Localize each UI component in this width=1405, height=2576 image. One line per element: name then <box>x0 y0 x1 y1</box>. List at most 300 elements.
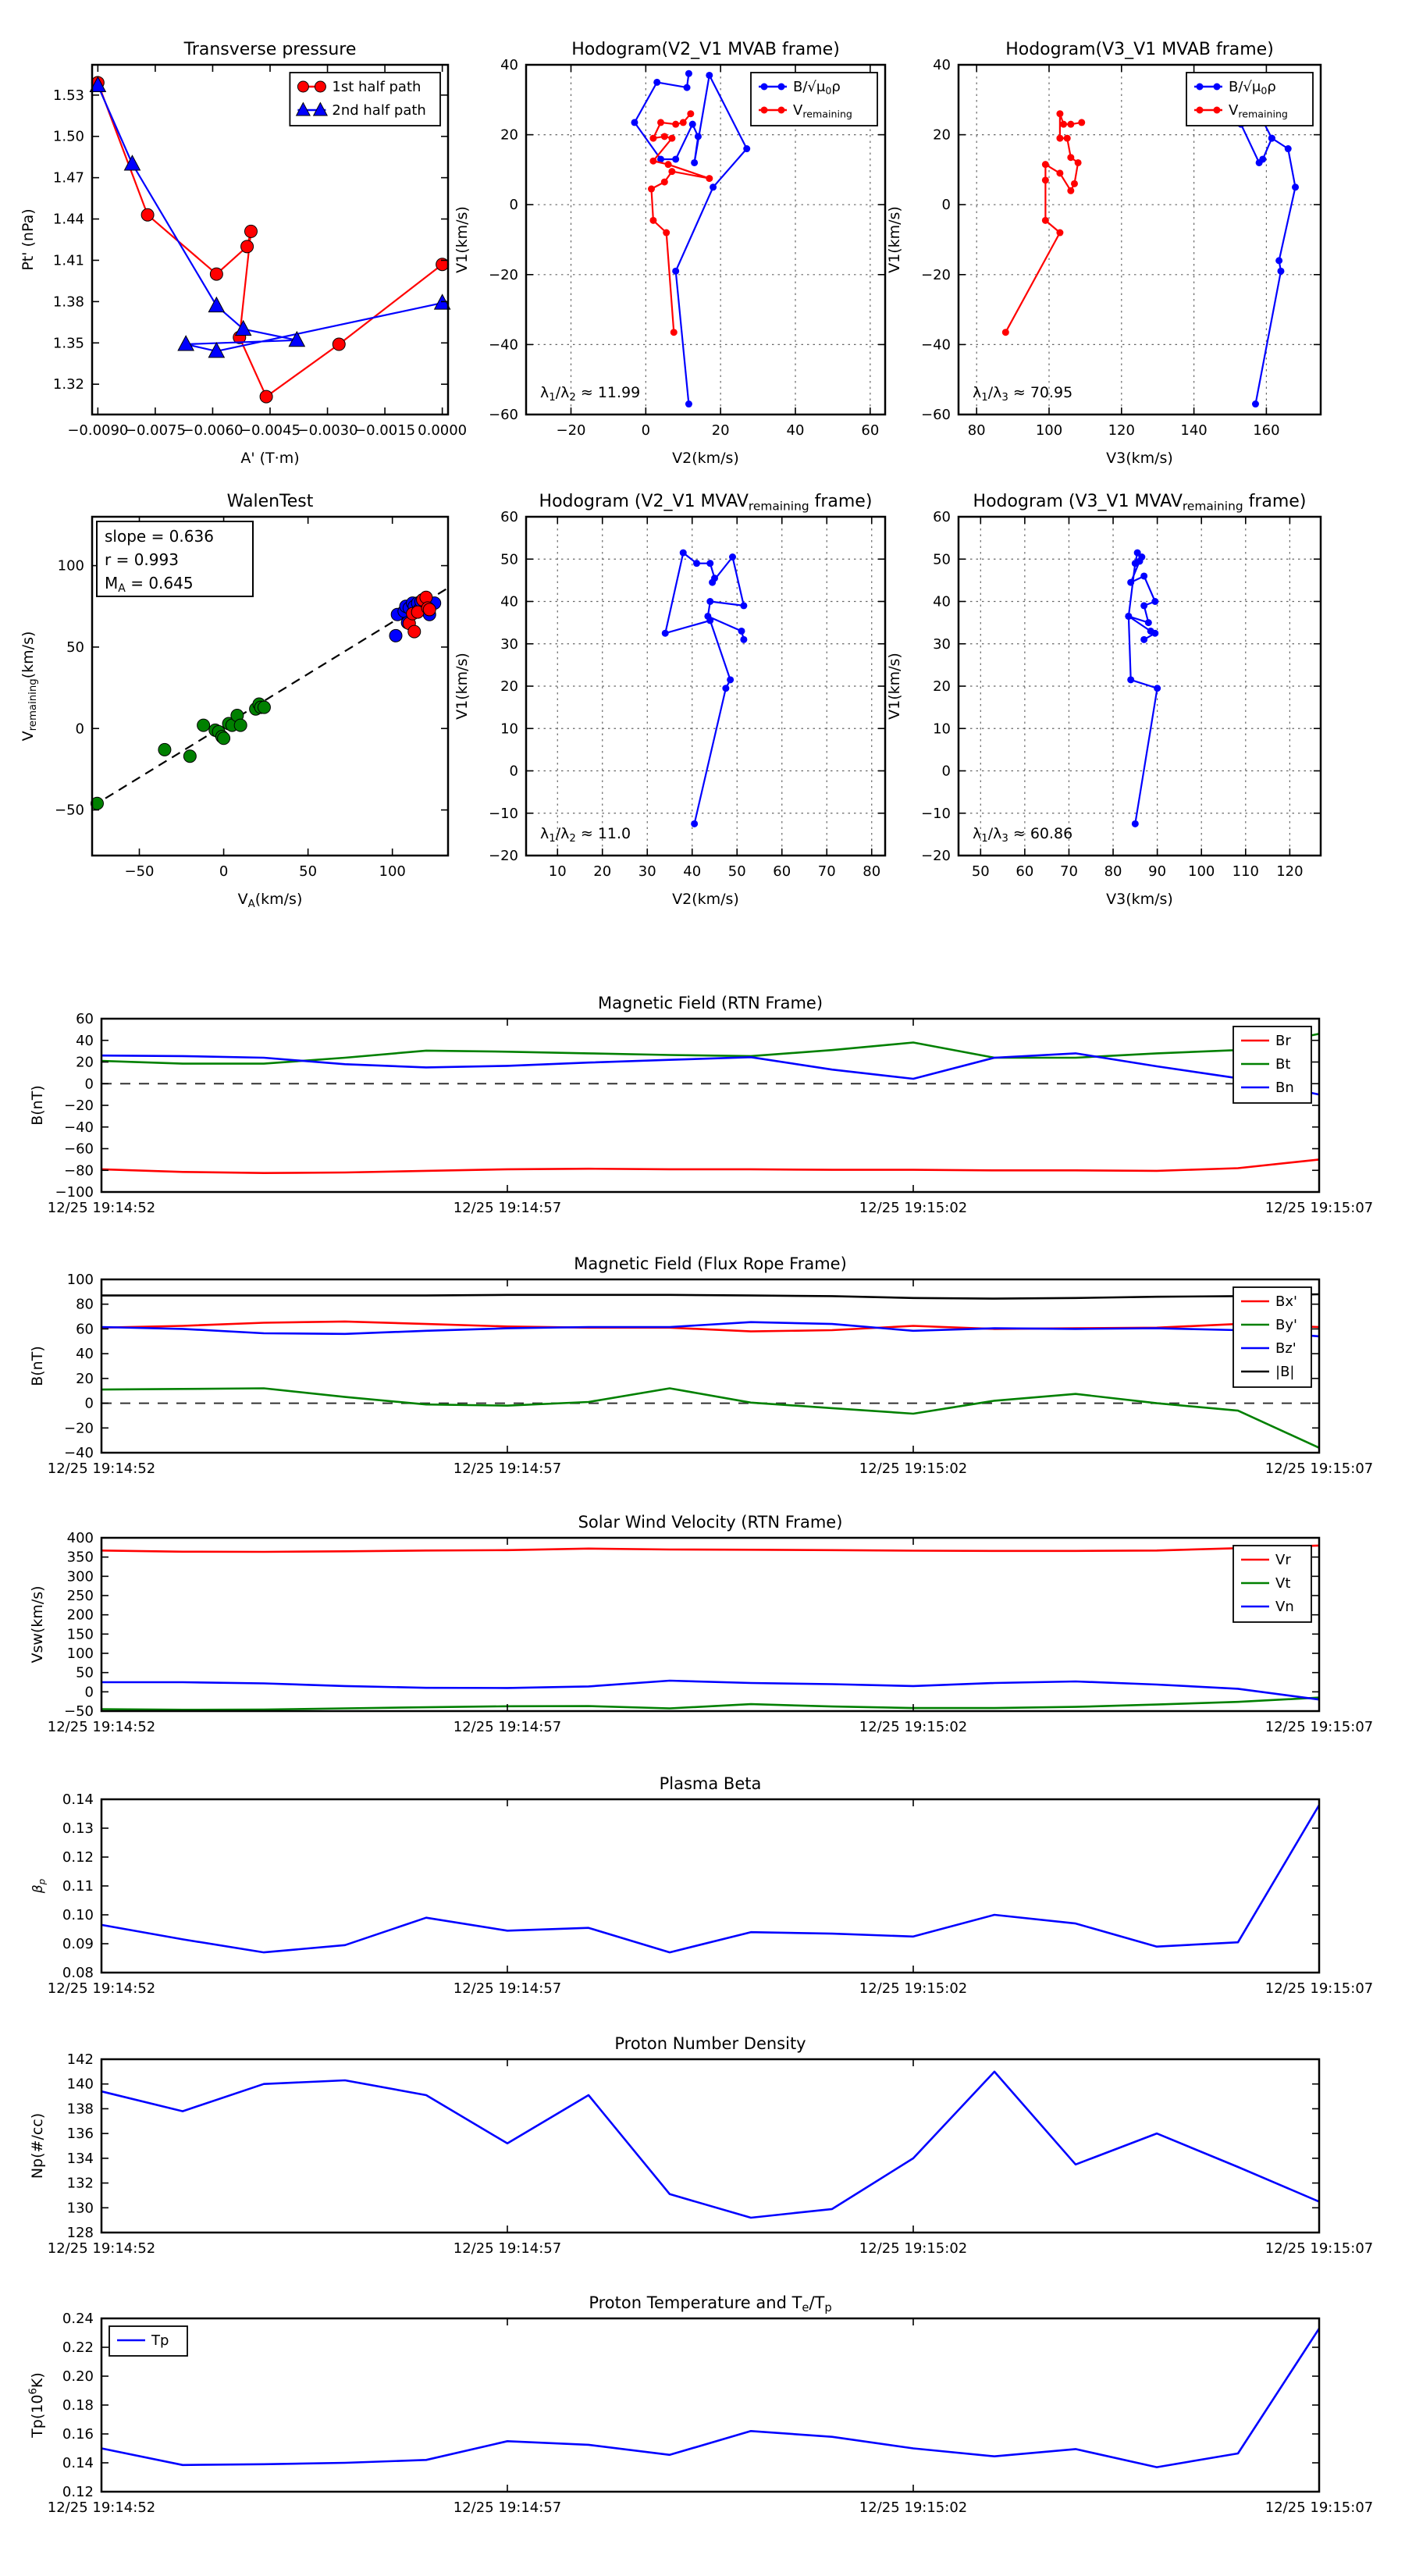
y-tick-label: 30 <box>933 635 951 653</box>
y-tick-label: 50 <box>76 1664 94 1681</box>
data-point-dot <box>727 676 734 683</box>
x-tick-label: −50 <box>124 863 155 880</box>
y-tick-label: 0.09 <box>62 1936 94 1952</box>
data-point-circle <box>234 719 247 731</box>
data-point-dot <box>1151 598 1158 605</box>
data-point-dot <box>672 268 679 275</box>
x-tick-label: 12/25 19:14:57 <box>453 1719 562 1735</box>
y-tick-label: 40 <box>933 57 951 73</box>
series-line-br <box>101 1159 1319 1172</box>
x-tick-label: 12/25 19:15:02 <box>859 1719 968 1735</box>
data-point-dot <box>778 84 785 91</box>
x-tick-label: 60 <box>1016 863 1034 880</box>
x-axis-label: $V_A(km/s)$ <box>237 891 303 910</box>
data-point-dot <box>1127 676 1134 683</box>
x-tick-label: 12/25 19:15:07 <box>1264 1200 1374 1216</box>
y-tick-label: −20 <box>921 848 951 864</box>
x-tick-label: 12/25 19:14:52 <box>47 1461 156 1477</box>
x-tick-label: 10 <box>548 863 567 880</box>
x-axis-label: V3(km/s) <box>1106 891 1173 908</box>
y-tick-label: 0.24 <box>62 2311 94 2327</box>
data-point-dot <box>1145 619 1152 626</box>
series-line-vr <box>101 1546 1319 1552</box>
data-point-dot <box>1252 400 1259 407</box>
chart-title: Plasma Beta <box>659 1774 762 1793</box>
x-tick-label: −20 <box>556 422 586 439</box>
panel-solar-wind-velocity <box>29 1513 1373 1735</box>
y-tick-label: −60 <box>64 1140 94 1158</box>
data-point-dot <box>1060 121 1067 128</box>
y-tick-label: 100 <box>66 1272 94 1288</box>
y-axis-label: Np(#/cc) <box>29 2112 46 2179</box>
y-tick-label: 350 <box>66 1549 94 1566</box>
data-point-circle <box>423 603 436 616</box>
data-point-dot <box>649 158 656 165</box>
y-tick-label: 0.12 <box>62 1849 94 1866</box>
y-tick-label: 150 <box>66 1626 94 1643</box>
y-tick-label: 0.08 <box>62 1965 94 1981</box>
x-tick-label: −0.0090 <box>67 422 129 439</box>
x-tick-label: −0.0030 <box>297 422 358 439</box>
x-tick-label: 80 <box>967 422 986 439</box>
data-point-dot <box>1197 84 1204 91</box>
x-tick-label: −0.0045 <box>239 422 301 439</box>
axes-frame <box>101 1799 1319 1973</box>
y-tick-label: 142 <box>66 2051 94 2068</box>
x-tick-label: 20 <box>711 422 730 439</box>
series-line-vn <box>101 1681 1319 1699</box>
triangle-marker <box>236 321 251 336</box>
data-point-dot <box>1140 602 1147 609</box>
data-point-dot <box>668 135 675 142</box>
y-tick-label: 0.12 <box>62 2484 94 2500</box>
data-point-dot <box>1127 579 1134 586</box>
y-tick-label: −20 <box>64 1098 94 1114</box>
y-tick-label: 200 <box>66 1606 94 1624</box>
y-tick-label: 0.14 <box>62 2455 94 2471</box>
y-tick-label: 20 <box>500 678 518 695</box>
data-point-dot <box>631 119 638 126</box>
y-tick-label: −50 <box>55 802 84 819</box>
data-point-dot <box>1071 180 1078 187</box>
x-tick-label: 12/25 19:15:02 <box>859 2500 968 2516</box>
y-tick-label: 50 <box>500 551 518 568</box>
data-point-circle <box>333 338 345 350</box>
stats-line: $M_A = 0.645$ <box>105 574 194 595</box>
x-tick-label: 0.0000 <box>418 422 468 439</box>
y-tick-label: 60 <box>500 509 518 525</box>
chart-title: Solar Wind Velocity (RTN Frame) <box>578 1513 843 1532</box>
series-line-hodv3 <box>1129 553 1158 824</box>
x-tick-label: 12/25 19:14:52 <box>47 1719 156 1735</box>
x-tick-label: 12/25 19:15:02 <box>859 2240 968 2257</box>
data-point-dot <box>1268 135 1275 142</box>
panel-magnetic-rtn <box>29 994 1373 1216</box>
data-point-dot <box>1002 329 1009 336</box>
x-axis-label: V2(km/s) <box>672 450 739 467</box>
y-axis-label: $V_{remaining}(km/s)$ <box>20 631 39 742</box>
y-tick-label: 20 <box>933 678 951 695</box>
x-tick-label: 100 <box>1188 863 1215 880</box>
y-tick-label: 20 <box>933 126 951 144</box>
y-tick-label: 40 <box>500 57 518 73</box>
y-axis-label: $\beta_p$ <box>30 1878 48 1894</box>
x-tick-label: 12/25 19:14:57 <box>453 2500 562 2516</box>
data-point-dot <box>1056 229 1063 237</box>
data-point-dot <box>1140 636 1147 643</box>
data-point-circle <box>258 701 270 713</box>
y-tick-label: 128 <box>66 2225 94 2241</box>
x-tick-label: 12/25 19:14:57 <box>453 1200 562 1216</box>
y-tick-label: 1.47 <box>52 169 84 187</box>
y-tick-label: −20 <box>64 1420 94 1437</box>
data-point-dot <box>1136 557 1144 564</box>
data-point-dot <box>1056 110 1063 117</box>
y-tick-label: 1.44 <box>52 211 84 228</box>
x-tick-label: 40 <box>786 422 805 439</box>
x-tick-label: 12/25 19:15:07 <box>1264 2240 1374 2257</box>
panel-hodogram-v3v1-mvav <box>886 492 1321 908</box>
y-tick-label: 1.53 <box>52 87 84 104</box>
x-tick-label: 30 <box>638 863 656 880</box>
series-line-tp <box>101 2329 1319 2467</box>
data-point-dot <box>672 121 679 128</box>
y-tick-label: 300 <box>66 1568 94 1585</box>
legend-entry-label: 2nd half path <box>332 102 426 119</box>
data-point-dot <box>1056 169 1063 176</box>
legend-entry-label: Bt <box>1275 1056 1291 1073</box>
x-tick-label: 12/25 19:14:57 <box>453 2240 562 2257</box>
data-point-dot <box>1064 135 1071 142</box>
data-point-dot <box>1214 84 1221 91</box>
y-axis-label: B(nT) <box>29 1085 46 1126</box>
x-tick-label: 60 <box>861 422 880 439</box>
y-axis-label: V1(km/s) <box>886 206 903 273</box>
chart-title: Hodogram(V3_V1 MVAB frame) <box>1005 40 1274 59</box>
x-tick-label: 12/25 19:14:57 <box>453 1980 562 1997</box>
y-tick-label: 136 <box>66 2126 94 2143</box>
data-point-circle <box>141 208 154 221</box>
axes-frame <box>101 2318 1319 2492</box>
y-tick-label: 1.38 <box>52 294 84 311</box>
y-tick-label: 1.35 <box>52 335 84 352</box>
data-point-dot <box>722 685 729 692</box>
legend-entry-label: $B/√\mu_0\rho$ <box>793 79 841 97</box>
x-axis-label: V2(km/s) <box>672 891 739 908</box>
data-point-dot <box>663 229 670 237</box>
y-axis-label: B(nT) <box>29 1346 46 1386</box>
y-tick-label: −40 <box>489 336 518 354</box>
data-point-dot <box>1132 820 1139 827</box>
y-tick-label: 10 <box>933 720 951 738</box>
legend-entry-label: Vr <box>1275 1552 1291 1568</box>
data-point-dot <box>689 121 696 128</box>
series-line-b0 <box>1241 121 1296 404</box>
data-point-dot <box>709 579 716 586</box>
stats-line: r = 0.993 <box>105 550 179 569</box>
y-tick-label: 0 <box>75 720 84 738</box>
data-point-circle <box>197 719 210 731</box>
axes-frame <box>101 1279 1319 1453</box>
data-point-dot <box>1197 107 1204 114</box>
data-point-dot <box>761 107 768 114</box>
y-tick-label: 0.13 <box>62 1820 94 1837</box>
y-tick-label: 250 <box>66 1588 94 1604</box>
x-tick-label: 110 <box>1232 863 1259 880</box>
y-tick-label: −20 <box>489 848 518 864</box>
data-point-circle <box>315 81 325 92</box>
y-tick-label: 100 <box>66 1646 94 1662</box>
data-point-dot <box>738 628 745 635</box>
legend-entry-label: $V_{remaining}$ <box>793 102 852 120</box>
x-tick-label: 100 <box>379 863 406 880</box>
data-point-dot <box>778 107 785 114</box>
annotation-text: $\lambda_1/\lambda_3 \approx 60.86$ <box>973 825 1073 845</box>
y-tick-label: 60 <box>76 1011 94 1027</box>
y-tick-label: 0.14 <box>62 1791 94 1808</box>
y-tick-label: 0.10 <box>62 1907 94 1923</box>
data-point-dot <box>680 119 687 126</box>
chart-title: Transverse pressure <box>183 40 357 59</box>
y-axis-label: Pt' (nPa) <box>20 208 37 271</box>
y-tick-label: −100 <box>55 1184 94 1201</box>
data-point-dot <box>761 84 768 91</box>
data-point-dot <box>662 630 669 637</box>
x-tick-label: 50 <box>971 863 990 880</box>
data-point-dot <box>740 636 747 643</box>
data-point-circle <box>244 225 257 237</box>
data-point-dot <box>706 175 713 182</box>
data-point-dot <box>653 79 660 86</box>
chart-title: Proton Temperature and $T_e/T_p$ <box>589 2293 832 2315</box>
series-line-1sthalfpath <box>98 83 442 397</box>
data-point-circle <box>218 732 230 745</box>
x-tick-label: 40 <box>683 863 702 880</box>
data-point-dot <box>1042 217 1049 224</box>
y-tick-label: 80 <box>76 1296 94 1313</box>
y-tick-label: 0.16 <box>62 2426 94 2443</box>
y-tick-label: 40 <box>76 1032 94 1049</box>
legend-entry-label: Bx' <box>1275 1293 1297 1310</box>
data-point-dot <box>684 84 691 91</box>
legend-entry-label: Tp <box>151 2332 169 2349</box>
chart-title: Hodogram (V2_V1 $MVAV_{remaining}$ frame) <box>539 492 873 514</box>
y-tick-label: −10 <box>921 805 951 822</box>
triangle-marker <box>208 297 224 312</box>
data-point-dot <box>706 72 713 79</box>
data-point-circle <box>297 81 308 92</box>
y-tick-label: 0 <box>941 763 951 780</box>
y-tick-label: 1.32 <box>52 376 84 393</box>
series-line-vremaining <box>652 114 710 333</box>
data-point-dot <box>1056 135 1063 142</box>
series-line-np <box>101 2072 1319 2218</box>
x-tick-label: −0.0060 <box>182 422 244 439</box>
y-tick-label: 0.20 <box>62 2368 94 2385</box>
x-tick-label: 12/25 19:15:07 <box>1264 2500 1374 2516</box>
data-point-dot <box>1067 154 1074 161</box>
y-axis-label: V1(km/s) <box>886 653 903 720</box>
data-point-dot <box>661 179 668 186</box>
panel-proton-density <box>29 2034 1373 2257</box>
y-tick-label: 0.11 <box>62 1878 94 1895</box>
x-tick-label: −0.0015 <box>354 422 416 439</box>
data-point-circle <box>241 240 254 253</box>
data-point-dot <box>685 400 692 407</box>
data-point-circle <box>210 268 222 280</box>
panel-hodogram-v2v1-mvav <box>454 492 885 908</box>
y-axis-label: V1(km/s) <box>454 653 471 720</box>
data-point-dot <box>649 217 656 224</box>
y-tick-label: 138 <box>66 2101 94 2118</box>
y-axis-label: Vsw(km/s) <box>29 1585 46 1663</box>
x-tick-label: 20 <box>593 863 612 880</box>
y-tick-label: 20 <box>500 126 518 144</box>
y-tick-label: 0.22 <box>62 2339 94 2356</box>
y-tick-label: −20 <box>921 266 951 283</box>
legend-entry-label: $V_{remaining}$ <box>1229 102 1288 120</box>
data-point-dot <box>670 329 678 336</box>
data-point-circle <box>183 750 196 763</box>
series-line-hodv2 <box>665 553 744 824</box>
series-line-by <box>101 1389 1319 1448</box>
panel-hodogram-v3v1-mvab <box>886 40 1321 467</box>
x-tick-label: 12/25 19:15:07 <box>1264 1461 1374 1477</box>
data-point-dot <box>665 161 672 168</box>
x-tick-label: 120 <box>1276 863 1304 880</box>
data-point-dot <box>661 133 668 140</box>
y-tick-label: −60 <box>921 407 951 423</box>
x-tick-label: 12/25 19:15:07 <box>1264 1980 1374 1997</box>
data-point-dot <box>1125 613 1132 620</box>
x-tick-label: 12/25 19:14:52 <box>47 1200 156 1216</box>
x-tick-label: 12/25 19:15:02 <box>859 1461 968 1477</box>
y-tick-label: 50 <box>66 639 84 656</box>
x-tick-label: 80 <box>1104 863 1122 880</box>
x-tick-label: 70 <box>817 863 836 880</box>
series-line-b <box>101 1294 1319 1299</box>
data-point-dot <box>729 553 736 560</box>
y-tick-label: 20 <box>76 1054 94 1071</box>
y-tick-label: 60 <box>76 1321 94 1338</box>
y-tick-label: 50 <box>933 551 951 568</box>
data-point-dot <box>1140 572 1147 579</box>
y-tick-label: 0 <box>84 1395 94 1412</box>
y-tick-label: 0 <box>509 763 518 780</box>
annotation-text: $\lambda_1/\lambda_2 \approx 11.0$ <box>540 825 631 845</box>
data-point-dot <box>1154 685 1161 692</box>
y-tick-label: −40 <box>921 336 951 354</box>
y-tick-label: 1.41 <box>52 252 84 269</box>
annotation-text: $\lambda_1/\lambda_3 \approx 70.95$ <box>973 384 1073 404</box>
legend-entry-label: Vn <box>1275 1599 1294 1615</box>
series-line-bn <box>101 1053 1319 1094</box>
x-tick-label: 12/25 19:15:07 <box>1264 1719 1374 1735</box>
x-tick-label: 60 <box>773 863 791 880</box>
data-point-dot <box>1285 145 1292 152</box>
data-point-dot <box>685 70 692 77</box>
data-point-dot <box>1042 161 1049 168</box>
y-tick-label: 132 <box>66 2175 94 2192</box>
data-point-dot <box>704 613 711 620</box>
panel-hodogram-v2v1-mvab <box>454 40 885 467</box>
data-point-dot <box>740 602 747 609</box>
y-tick-label: −80 <box>64 1162 94 1179</box>
data-point-dot <box>706 598 713 605</box>
data-point-dot <box>691 159 698 166</box>
y-tick-label: 40 <box>76 1346 94 1363</box>
y-axis-label: V1(km/s) <box>454 206 471 273</box>
legend-entry-label: Br <box>1275 1033 1291 1049</box>
y-tick-label: 0 <box>84 1684 94 1701</box>
data-point-dot <box>687 110 694 117</box>
stats-line: slope = 0.636 <box>105 527 214 546</box>
y-tick-label: −10 <box>489 805 518 822</box>
x-tick-label: 50 <box>299 863 318 880</box>
legend-entry-label: 1st half path <box>332 79 422 95</box>
data-point-circle <box>260 390 272 403</box>
data-point-dot <box>648 186 655 193</box>
legend-entry-label: $B/√\mu_0\rho$ <box>1229 79 1276 97</box>
data-point-circle <box>158 743 171 756</box>
chart-title: Magnetic Field (RTN Frame) <box>597 994 823 1012</box>
data-point-circle <box>389 629 402 642</box>
x-tick-label: 90 <box>1148 863 1167 880</box>
annotation-text: $\lambda_1/\lambda_2 \approx 11.99$ <box>540 384 641 404</box>
data-point-dot <box>1214 107 1221 114</box>
data-point-dot <box>695 133 702 140</box>
x-tick-label: 70 <box>1060 863 1078 880</box>
data-point-dot <box>693 560 700 567</box>
x-tick-label: −0.0075 <box>124 422 186 439</box>
data-point-dot <box>1277 268 1284 275</box>
data-point-dot <box>1275 257 1282 264</box>
x-axis-label: V3(km/s) <box>1106 450 1173 467</box>
data-point-dot <box>743 145 750 152</box>
series-line-betap <box>101 1805 1319 1952</box>
y-tick-label: 40 <box>500 593 518 610</box>
chart-title: Hodogram (V3_V1 $MVAV_{remaining}$ frame) <box>973 492 1307 514</box>
y-tick-label: 0.18 <box>62 2397 94 2414</box>
legend-entry-label: Bn <box>1275 1080 1294 1096</box>
series-line-vt <box>101 1698 1319 1710</box>
data-point-dot <box>680 550 687 557</box>
data-point-dot <box>668 168 675 175</box>
x-tick-label: 12/25 19:14:52 <box>47 2500 156 2516</box>
axes-frame <box>101 1019 1319 1192</box>
x-tick-label: 80 <box>863 863 881 880</box>
x-tick-label: 120 <box>1108 422 1135 439</box>
chart-title: Proton Number Density <box>614 2034 806 2053</box>
data-point-dot <box>649 135 656 142</box>
data-point-dot <box>1067 187 1074 194</box>
y-tick-label: 0 <box>509 197 518 214</box>
panel-walen-test <box>20 492 448 910</box>
y-tick-label: 10 <box>500 720 518 738</box>
data-point-dot <box>672 155 679 162</box>
y-tick-label: 100 <box>57 557 84 575</box>
y-axis-label: $Tp(10^6K)$ <box>27 2372 46 2438</box>
panel-plasma-beta <box>30 1774 1373 1997</box>
data-point-circle <box>408 625 421 638</box>
legend-entry-label: Vt <box>1275 1575 1291 1592</box>
y-tick-label: 20 <box>76 1370 94 1387</box>
y-tick-label: 140 <box>66 2076 94 2093</box>
y-tick-label: 134 <box>66 2150 94 2167</box>
x-tick-label: 0 <box>641 422 651 439</box>
y-tick-label: −40 <box>64 1119 94 1136</box>
x-tick-label: 12/25 19:14:57 <box>453 1461 562 1477</box>
